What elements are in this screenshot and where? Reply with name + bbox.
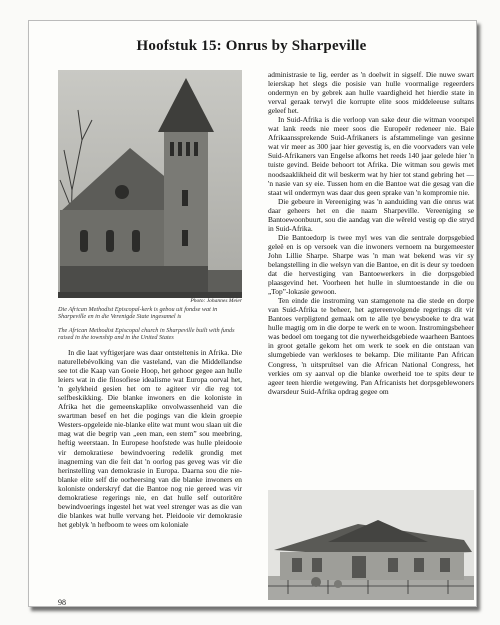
photo-credit: Photo: Johannes Meier [190, 298, 242, 304]
caption-english: The African Methodist Episcopal church in Sharpeville built with funds raised in the township and in the United States [58, 327, 235, 342]
paragraph: In Suid-Afrika is die verloop van sake deur die witman voorspel wat lank reeds nie meer soos die Europeër redeneer nie. Baie Afrikaanssprekende Suid-Afrikaners is afstammelinge van gesinne wat vir meer as 300 jaar hier gevestig is, en die voorvaders van vele Suid-Afrikaners van Engelse afkoms het reeds 140 jaar gelede hier 'n tuiste gevind. Beide behoort tot Afrika. Die witman sou gewis met noodsaaklikheid dit wil beskerm wat hy hier tot stand gebring het — 'n nasie van sy eie. Tussen hom en die Bantoe wat die gesag van die staat wil ondermyn was daar dus geen sprake van 'n kompromie nie. [268, 115, 474, 197]
paragraph: Die gebeure in Vereeniging was 'n aanduiding van die onrus wat daar geheers het en die naam Sharpeville. Vereeniging se Bantoewoonbuurt, sou die aandag van die wêreld vestig op die stryd in Suid-Afrika. [268, 196, 474, 233]
paragraph: administrasie te lig, eerder as 'n doelwit in sigself. Die nuwe swart leierskap het slegs die posisie van hulle voormalige regeerders ondermyn en by gebrek aan hulle vaardigheid het hierdie state in verval geraak terwyl die korrupte elite soos middeleeuse sultans geleef het. [268, 70, 474, 116]
house-photo [268, 490, 474, 600]
caption-afrikaans: Die African Methodist Episcopal-kerk is gebou uit fondse wat in Sharpeville en in die Verenigde State ingesamel is [58, 306, 218, 321]
paragraph: Ten einde die instroming van stamgenote na die stede en dorpe van Suid-Afrika te beheer, het agtereenvolgende regerings dit vir Bantoes verpligtend gemaak om te alle tye bewysboeke te dra wat hulle magtig om in die dorpe te werk en te woon. Instromingsbeheer was bedoel om toegang tot die nywerheidsgebiede waarheen Bantoes in groot getalle gekom het om werk te soek en die ontstaan van slumgebiede van werkloses te bekamp. Die militante Pan African Congress, 'n uitspruïtsel van die African National Congress, het verkies om sy aanval op die blanke owerheid toe te spits deur te ageer teen hierdie wetgewing. Pan Africanists het dorpsgeblewoners dwarsdeur Suid-Afrika opdrag gegee om [268, 296, 474, 396]
right-column-text [268, 70, 474, 484]
left-column-text [58, 348, 242, 573]
chapter-title: Hoofstuk 15: Onrus by Sharpeville [136, 38, 367, 54]
church-photo [58, 70, 242, 298]
paragraph: Die Bantoedorp is twee myl wes van die sentrale dorpsgebied geleë en is op versoek van die inwoners vernoem na burgemeester John Lillie Sharpe. Sharpe was 'n man wat bekend was vir sy belangstelling in die welsyn van die Bantoe, en dit is deur sy toedoen dat die hervestiging van Bantoewerkers in die dorpsgebied plaasgevind het. Voorheen het hulle in slumtoestande in die ou „Top”-lokasie gewoon. [268, 232, 474, 297]
paragraph: In die laat vyftigerjare was daar ontsteltenis in Afrika. Die naturellebévolking van die vasteland, van die Middellandse see tot die Kaap van Goeie Hoop, het gehoor gegee aan hulle leiers wat in die filosofiese idealisme wat Europa oorval het, 'n gelykheid gesien het om te agiteer vir die reg tot selfbeskikking. Die blanke inwoners en die koloniste in Afrika het die gemeenskaplike onvolwassenheid van die swartman besef en het die pogings van die klein groepie Westers-opgeleide nie-blanke elite wat munt wou slaan uit die mag wat die begrip van „een man, een stem” sou meebring, heftig weerstaan. In Europese hoofstede was hulle pleidooie vir demokratiese bewindvoering redelik grondig met inagneming van die feit dat 'n oorlog pas geveg was vir die herinstelling van demokrasie in Europa. Daarna sou die nie-blanke elite self die oorheersing van die blanke inwoners en koloniste onderskryf dat die Bantoe nog nie gereed was vir demokratiese regerings nie, en dat hulle self outoritêre bewindvoerings ingestel het wat veel strenger was as die van die blankes wat hulle vervang het. Pleidooie vir demokrasie het geblyk 'n hefboom te wees om koloniale [58, 348, 242, 529]
page-number: 98 [58, 598, 66, 607]
